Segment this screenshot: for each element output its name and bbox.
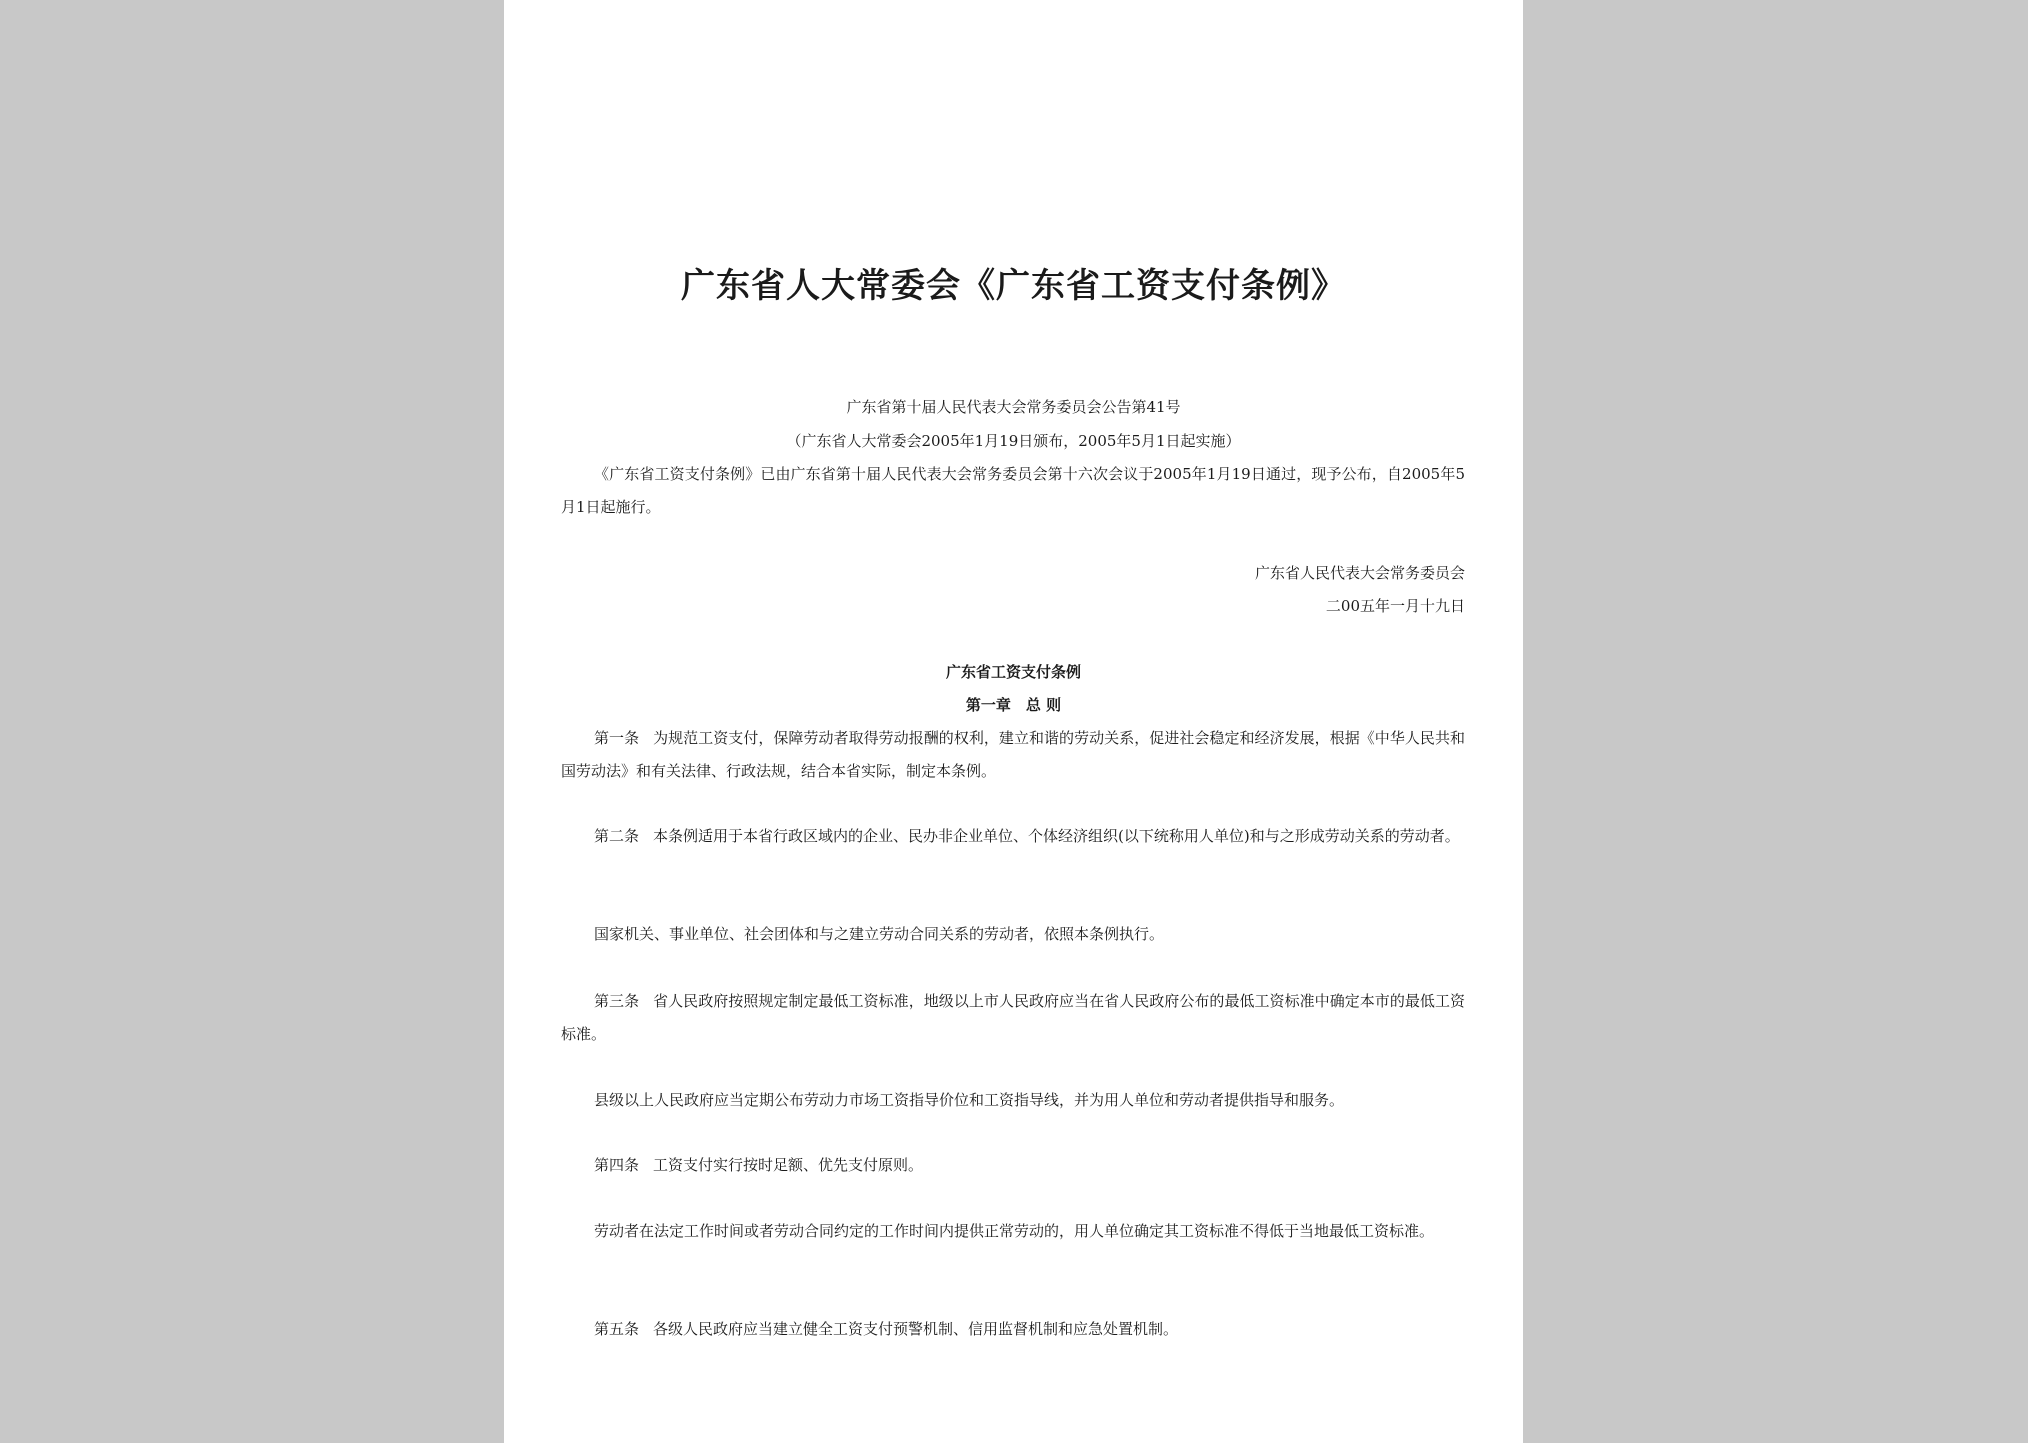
issue-date: 二00五年一月十九日 [1325,597,1465,615]
article-text: 工资支付实行按时足额、优先支付原则。 [653,1156,924,1174]
article-text: 劳动者在法定工作时间或者劳动合同约定的工作时间内提供正常劳动的，用人单位确定其工资标准不得低于当地最低工资标准。 [594,1222,1435,1240]
document-page [504,0,1523,1443]
regulation-title: 广东省工资支付条例 [945,663,1081,681]
article-paragraph [561,1084,1465,1117]
issuer-signature: 广东省人民代表大会常务委员会 [1254,564,1465,582]
article-paragraph [561,1215,1465,1248]
article-paragraph [561,1149,1465,1182]
article-paragraph [561,1313,1465,1346]
issue-info: （广东省人大常委会2005年1月19日颁布，2005年5月1日起实施） [786,432,1241,450]
document-title: 广东省人大常委会《广东省工资支付条例》 [681,266,1346,306]
preamble-paragraph: 《广东省工资支付条例》已由广东省第十届人民代表大会常务委员会第十六次会议于2005年1月19日通过，现予公布，自2005年5月1日起施行。 [561,465,1465,516]
chapter-title: 第一章 总 则 [965,696,1062,714]
article-label: 第五条 [594,1320,640,1338]
article-text: 各级人民政府应当建立健全工资支付预警机制、信用监督机制和应急处置机制。 [653,1320,1179,1338]
article-paragraph [561,918,1465,951]
announcement-number: 广东省第十届人民代表大会常务委员会公告第41号 [846,398,1181,416]
article-label: 第一条 [594,729,640,747]
article-label: 第二条 [594,827,640,845]
article-label: 第三条 [594,992,640,1010]
article-text: 本条例适用于本省行政区域内的企业、民办非企业单位、个体经济组织(以下统称用人单位)和与之形成劳动关系的劳动者。 [653,827,1460,845]
article-label: 第四条 [594,1156,640,1174]
article-text: 为规范工资支付，保障劳动者取得劳动报酬的权利，建立和谐的劳动关系，促进社会稳定和经济发展，根据《中华人民共和国劳动法》和有关法律、行政法规，结合本省实际，制定本条例。 [561,729,1465,780]
article-paragraph [561,985,1465,1051]
article-text: 国家机关、事业单位、社会团体和与之建立劳动合同关系的劳动者，依照本条例执行。 [594,925,1165,943]
article-text: 县级以上人民政府应当定期公布劳动力市场工资指导价位和工资指导线，并为用人单位和劳动者提供指导和服务。 [594,1091,1345,1109]
article-paragraph [561,722,1465,788]
article-paragraph [561,820,1465,853]
article-text: 省人民政府按照规定制定最低工资标准，地级以上市人民政府应当在省人民政府公布的最低工资标准中确定本市的最低工资标准。 [561,992,1465,1043]
